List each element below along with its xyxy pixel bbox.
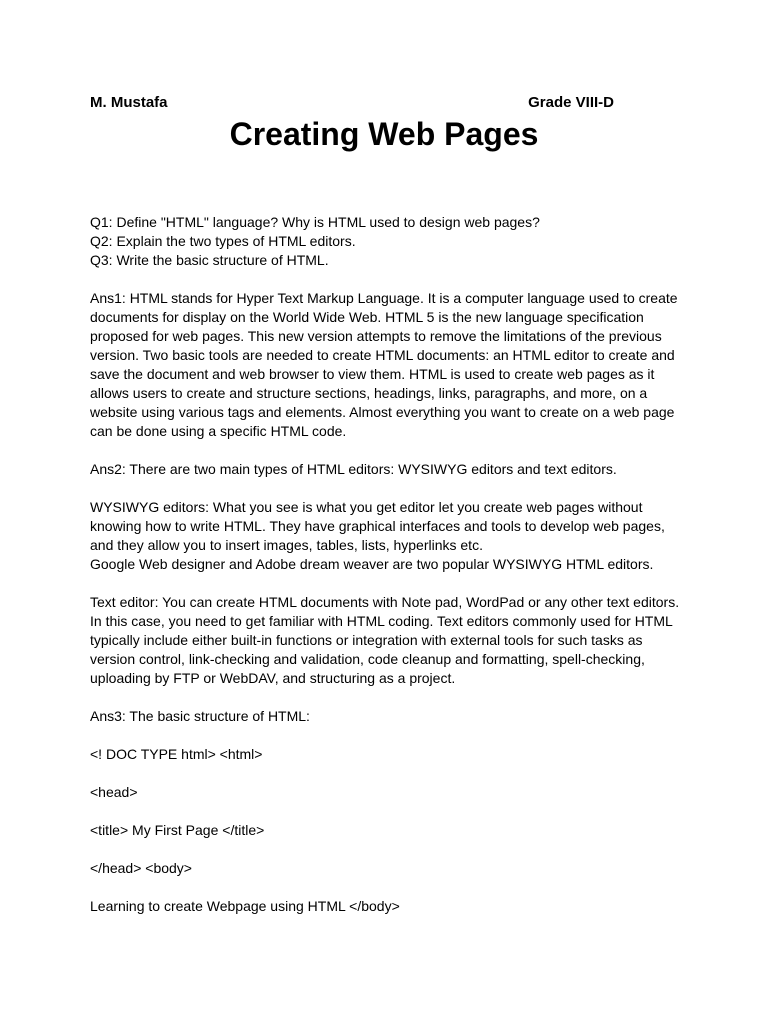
answer-1-line: can be done using a specific HTML code. (90, 423, 347, 439)
answer-1-line: website using various tags and elements. Almost everything you want to create on a web page (90, 404, 675, 420)
spacer (90, 802, 690, 821)
text-editor-line: version control, link-checking and validation, code cleanup and formatting, spell-checking, (90, 651, 645, 667)
question-1: Q1: Define "HTML" language? Why is HTML used to design web pages? (90, 214, 540, 230)
header-row (90, 93, 614, 113)
answer-1-line: save the document and web browser to view them. HTML is used to create web pages as it (90, 366, 655, 382)
spacer (90, 840, 690, 859)
answer-1-line: documents for display on the World Wide Web. HTML 5 is the new language specification (90, 309, 644, 325)
author-name: M. Mustafa (90, 94, 168, 111)
structure-line: <! DOC TYPE html> <html> (90, 746, 263, 762)
structure-line: <title> My First Page </title> (90, 822, 265, 838)
wysiwyg-line: Google Web designer and Adobe dream weaver are two popular WYSIWYG HTML editors. (90, 556, 654, 572)
text-editor-line: uploading by FTP or WebDAV, and structuring as a project. (90, 670, 456, 686)
question-3: Q3: Write the basic structure of HTML. (90, 252, 329, 268)
spacer (90, 270, 690, 289)
grade-label: Grade VIII-D (528, 94, 614, 111)
structure-line: Learning to create Webpage using HTML </body> (90, 898, 400, 914)
spacer (90, 441, 690, 460)
text-editor-paragraph (90, 593, 690, 688)
text-editor-line: Text editor: You can create HTML documents with Note pad, WordPad or any other text editors. (90, 594, 680, 610)
spacer (90, 726, 690, 745)
spacer (90, 574, 690, 593)
spacer (90, 688, 690, 707)
spacer (90, 878, 690, 897)
page-title: Creating Web Pages (229, 116, 539, 152)
answer-2: Ans2: There are two main types of HTML editors: WYSIWYG editors and text editors. (90, 461, 617, 477)
spacer (90, 479, 690, 498)
structure-line: <head> (90, 784, 138, 800)
spacer (90, 764, 690, 783)
wysiwyg-paragraph (90, 498, 690, 574)
wysiwyg-line: WYSIWYG editors: What you see is what you get editor let you create web pages without (90, 499, 643, 515)
answer-1-line: allows users to create and structure sections, headings, links, paragraphs, and more, on a (90, 385, 648, 401)
text-editor-line: In this case, you need to get familiar with HTML coding. Text editors commonly used for HTML (90, 613, 673, 629)
structure-line: </head> <body> (90, 860, 192, 876)
answer-1-line: proposed for web pages. This new version attempts to remove the limitations of the previous (90, 328, 662, 344)
question-2: Q2: Explain the two types of HTML editors. (90, 233, 356, 249)
answer-3: Ans3: The basic structure of HTML: (90, 708, 310, 724)
answer-1 (90, 289, 690, 441)
text-editor-line: typically include either built-in functions or integration with external tools for such tasks as (90, 632, 643, 648)
wysiwyg-line: and they allow you to insert images, tables, lists, hyperlinks etc. (90, 537, 483, 553)
answer-1-line: version. Two basic tools are needed to create HTML documents: an HTML editor to create and (90, 347, 675, 363)
answer-1-line: Ans1: HTML stands for Hyper Text Markup Language. It is a computer language used to create (90, 290, 678, 306)
document-body (90, 213, 690, 916)
wysiwyg-line: knowing how to write HTML. They have graphical interfaces and tools to develop web pages, (90, 518, 665, 534)
